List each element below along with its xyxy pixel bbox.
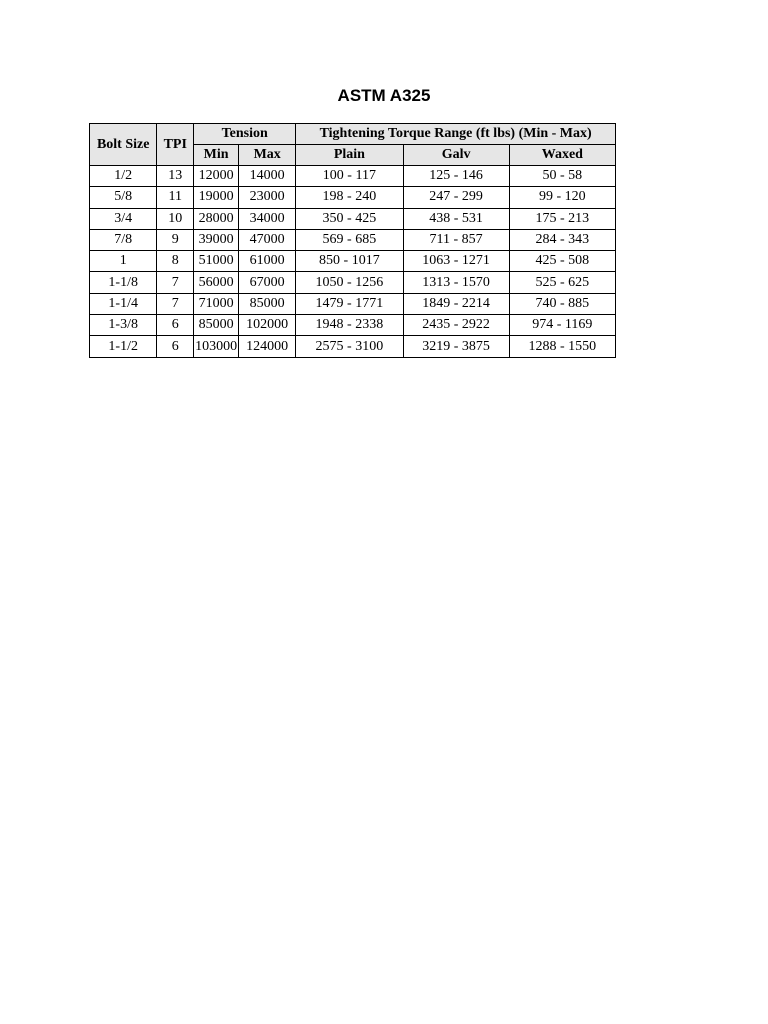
table-row — [90, 166, 616, 187]
tpi-cell: 9 — [157, 229, 194, 250]
waxed-torque-cell: 50 - 58 — [509, 166, 615, 187]
bolt-size-cell: 1-1/8 — [90, 272, 157, 293]
tension-max-cell: 85000 — [239, 293, 296, 314]
page-title: ASTM A325 — [337, 86, 431, 105]
table-row — [90, 251, 616, 272]
table-row — [90, 293, 616, 314]
table-row — [90, 272, 616, 293]
header-tension: Tension — [194, 124, 296, 145]
tpi-cell: 6 — [157, 315, 194, 336]
tpi-cell: 10 — [157, 208, 194, 229]
tension-min-cell: 39000 — [194, 229, 239, 250]
waxed-torque-cell: 1288 - 1550 — [509, 336, 615, 357]
header-tpi: TPI — [157, 124, 194, 166]
tpi-cell: 6 — [157, 336, 194, 357]
tension-min-cell: 28000 — [194, 208, 239, 229]
plain-torque-cell: 1948 - 2338 — [296, 315, 403, 336]
waxed-torque-cell: 525 - 625 — [509, 272, 615, 293]
tension-max-cell: 102000 — [239, 315, 296, 336]
plain-torque-cell: 198 - 240 — [296, 187, 403, 208]
table-row — [90, 229, 616, 250]
galv-torque-cell: 711 - 857 — [403, 229, 509, 250]
galv-torque-cell: 125 - 146 — [403, 166, 509, 187]
waxed-torque-cell: 99 - 120 — [509, 187, 615, 208]
waxed-torque-cell: 425 - 508 — [509, 251, 615, 272]
waxed-torque-cell: 974 - 1169 — [509, 315, 615, 336]
bolt-size-cell: 3/4 — [90, 208, 157, 229]
tension-max-cell: 124000 — [239, 336, 296, 357]
waxed-torque-cell: 740 - 885 — [509, 293, 615, 314]
table-row — [90, 187, 616, 208]
bolt-size-cell: 1-3/8 — [90, 315, 157, 336]
tension-min-cell: 12000 — [194, 166, 239, 187]
tension-min-cell: 51000 — [194, 251, 239, 272]
galv-torque-cell: 2435 - 2922 — [403, 315, 509, 336]
tpi-cell: 7 — [157, 272, 194, 293]
tension-min-cell: 71000 — [194, 293, 239, 314]
plain-torque-cell: 850 - 1017 — [296, 251, 403, 272]
bolt-size-cell: 1-1/4 — [90, 293, 157, 314]
tpi-cell: 8 — [157, 251, 194, 272]
tension-min-cell: 19000 — [194, 187, 239, 208]
plain-torque-cell: 100 - 117 — [296, 166, 403, 187]
header-bolt-size: Bolt Size — [90, 124, 157, 166]
waxed-torque-cell: 284 - 343 — [509, 229, 615, 250]
galv-torque-cell: 1063 - 1271 — [403, 251, 509, 272]
bolt-torque-table — [89, 123, 616, 358]
tension-max-cell: 23000 — [239, 187, 296, 208]
tension-min-cell: 85000 — [194, 315, 239, 336]
header-galv: Galv — [403, 145, 509, 166]
tension-max-cell: 14000 — [239, 166, 296, 187]
galv-torque-cell: 1849 - 2214 — [403, 293, 509, 314]
tension-max-cell: 34000 — [239, 208, 296, 229]
galv-torque-cell: 438 - 531 — [403, 208, 509, 229]
table-row — [90, 208, 616, 229]
bolt-size-cell: 7/8 — [90, 229, 157, 250]
header-waxed: Waxed — [509, 145, 615, 166]
galv-torque-cell: 247 - 299 — [403, 187, 509, 208]
plain-torque-cell: 2575 - 3100 — [296, 336, 403, 357]
tpi-cell: 11 — [157, 187, 194, 208]
waxed-torque-cell: 175 - 213 — [509, 208, 615, 229]
bolt-size-cell: 1/2 — [90, 166, 157, 187]
plain-torque-cell: 569 - 685 — [296, 229, 403, 250]
header-tension-min: Min — [194, 145, 239, 166]
galv-torque-cell: 1313 - 1570 — [403, 272, 509, 293]
table-row — [90, 315, 616, 336]
tension-max-cell: 67000 — [239, 272, 296, 293]
plain-torque-cell: 350 - 425 — [296, 208, 403, 229]
table-body — [90, 166, 616, 358]
tpi-cell: 7 — [157, 293, 194, 314]
tpi-cell: 13 — [157, 166, 194, 187]
header-torque-range: Tightening Torque Range (ft lbs) (Min - Max) — [296, 124, 616, 145]
tension-max-cell: 47000 — [239, 229, 296, 250]
bolt-size-cell: 1-1/2 — [90, 336, 157, 357]
bolt-size-cell: 1 — [90, 251, 157, 272]
galv-torque-cell: 3219 - 3875 — [403, 336, 509, 357]
tension-min-cell: 56000 — [194, 272, 239, 293]
header-tension-max: Max — [239, 145, 296, 166]
table-row — [90, 336, 616, 357]
plain-torque-cell: 1479 - 1771 — [296, 293, 403, 314]
plain-torque-cell: 1050 - 1256 — [296, 272, 403, 293]
tension-max-cell: 61000 — [239, 251, 296, 272]
tension-min-cell: 103000 — [194, 336, 239, 357]
bolt-size-cell: 5/8 — [90, 187, 157, 208]
header-plain: Plain — [296, 145, 403, 166]
